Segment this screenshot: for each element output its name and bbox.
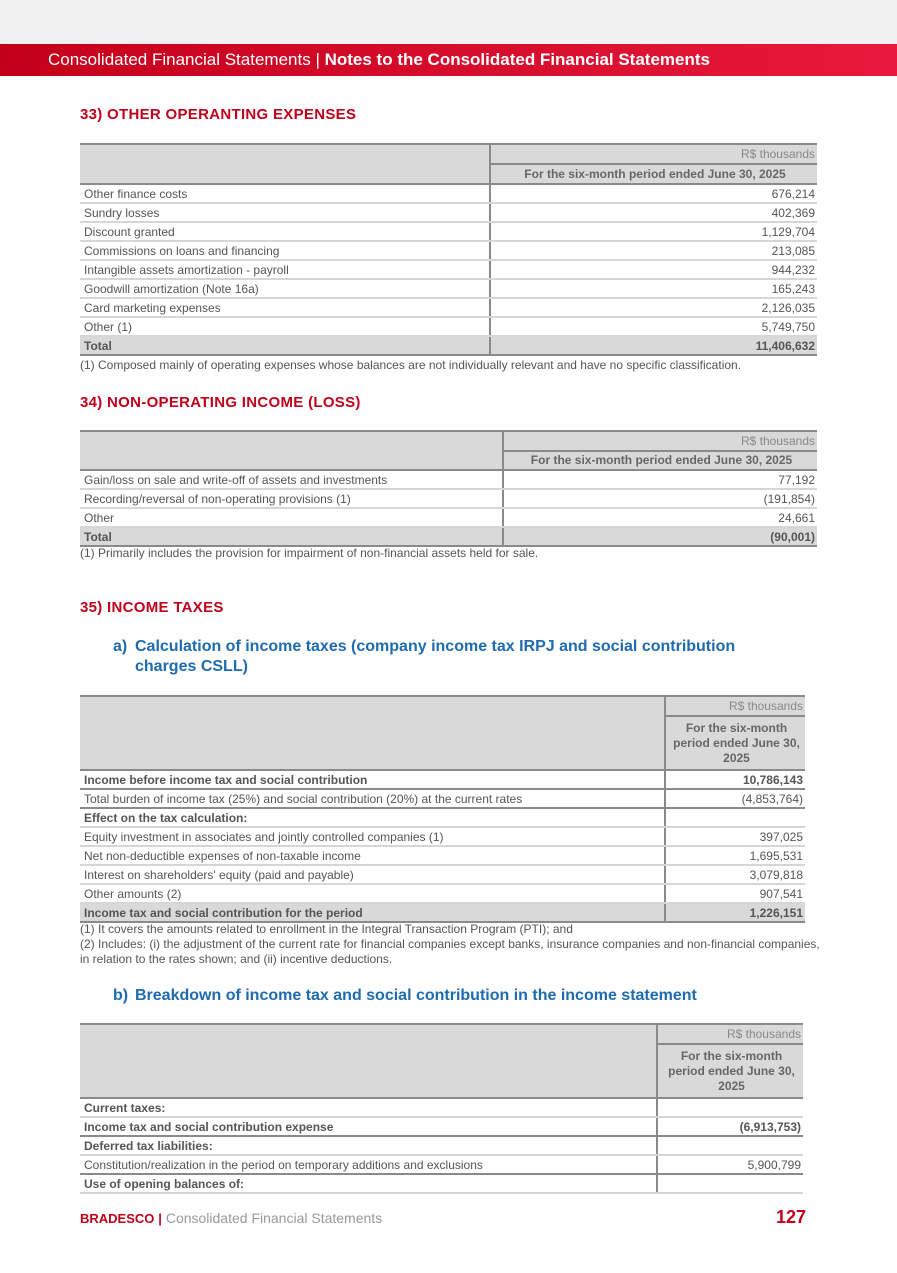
note-35a-footnotes xyxy=(80,922,820,967)
row-value: 1,129,704 xyxy=(490,222,817,241)
table-row xyxy=(80,827,805,846)
row-label: Total xyxy=(80,527,503,546)
header-row-unit xyxy=(80,431,817,451)
row-label: Deferred tax liabilities: xyxy=(80,1136,657,1155)
page-footer xyxy=(80,1207,806,1227)
unit-label: R$ thousands xyxy=(657,1024,803,1044)
table-row xyxy=(80,1136,803,1155)
note-35a-title xyxy=(113,637,795,677)
footer-separator: | xyxy=(158,1211,162,1226)
table-row xyxy=(80,489,817,508)
row-label: Sundry losses xyxy=(80,203,490,222)
banner-separator: | xyxy=(315,50,320,69)
table-row xyxy=(80,336,817,355)
banner-section: Consolidated Financial Statements xyxy=(48,50,311,69)
row-value: 5,749,750 xyxy=(490,317,817,336)
table-row xyxy=(80,846,805,865)
row-value: (6,913,753) xyxy=(657,1117,803,1136)
row-value: 10,786,143 xyxy=(665,770,805,789)
period-column-header: For the six-month period ended June 30, 2025 xyxy=(665,716,805,770)
period-column-header: For the six-month period ended June 30, 2025 xyxy=(490,164,817,184)
row-value: 676,214 xyxy=(490,184,817,203)
table-row xyxy=(80,317,817,336)
row-value: 1,226,151 xyxy=(665,903,805,922)
row-label: Current taxes: xyxy=(80,1098,657,1117)
table-row xyxy=(80,1117,803,1136)
banner-subsection: Notes to the Consolidated Financial Statements xyxy=(324,50,710,69)
table-row xyxy=(80,1155,803,1174)
row-label: Goodwill amortization (Note 16a) xyxy=(80,279,490,298)
row-label: Commissions on loans and financing xyxy=(80,241,490,260)
row-label: Income tax and social contribution for the period xyxy=(80,903,665,922)
row-label: Total xyxy=(80,336,490,355)
table-row xyxy=(80,298,817,317)
row-label: Discount granted xyxy=(80,222,490,241)
row-value: 77,192 xyxy=(503,470,817,489)
unit-label: R$ thousands xyxy=(503,431,817,451)
note-33-footnotes xyxy=(80,358,820,373)
footer-brand: BRADESCO xyxy=(80,1211,155,1226)
row-label: Income before income tax and social contribution xyxy=(80,770,665,789)
unit-label: R$ thousands xyxy=(490,144,817,164)
table-row xyxy=(80,203,817,222)
note-35b-marker: b) xyxy=(113,987,129,1004)
header-row-unit xyxy=(80,144,817,164)
note-34-footnotes xyxy=(80,546,820,561)
row-label: Gain/loss on sale and write-off of assets and investments xyxy=(80,470,503,489)
income-tax-calculation-table xyxy=(80,695,805,923)
note-33-title: 33) OTHER OPERANTING EXPENSES xyxy=(80,106,357,123)
income-tax-breakdown-table xyxy=(80,1023,803,1194)
row-value xyxy=(665,808,805,827)
row-label: Intangible assets amortization - payroll xyxy=(80,260,490,279)
row-value: 24,661 xyxy=(503,508,817,527)
top-margin xyxy=(0,0,897,44)
row-value: 11,406,632 xyxy=(490,336,817,355)
row-label: Constitution/realization in the period on temporary additions and exclusions xyxy=(80,1155,657,1174)
row-value: 2,126,035 xyxy=(490,298,817,317)
row-label: Equity investment in associates and jointly controlled companies (1) xyxy=(80,827,665,846)
row-value: 907,541 xyxy=(665,884,805,903)
table-row xyxy=(80,884,805,903)
row-label: Income tax and social contribution expense xyxy=(80,1117,657,1136)
other-operating-expenses-table xyxy=(80,143,817,356)
row-label: Other finance costs xyxy=(80,184,490,203)
table-row xyxy=(80,770,805,789)
row-label: Other amounts (2) xyxy=(80,884,665,903)
row-value: (191,854) xyxy=(503,489,817,508)
row-value: 3,079,818 xyxy=(665,865,805,884)
row-value: 402,369 xyxy=(490,203,817,222)
row-value: 5,900,799 xyxy=(657,1155,803,1174)
row-value: 213,085 xyxy=(490,241,817,260)
row-label: Use of opening balances of: xyxy=(80,1174,657,1193)
section-banner xyxy=(0,44,897,76)
footnote: (1) Primarily includes the provision for impairment of non-financial assets held for sale. xyxy=(80,546,539,560)
table-row xyxy=(80,903,805,922)
row-value: (4,853,764) xyxy=(665,789,805,808)
footnote: (2) Includes: (i) the adjustment of the current rate for financial companies except banks, insurance companies and non-financial companies, in relation to the rates shown; and (ii) incentive deductions. xyxy=(80,937,820,966)
table-row xyxy=(80,222,817,241)
table-row xyxy=(80,241,817,260)
period-column-header: For the six-month period ended June 30, 2025 xyxy=(503,451,817,470)
note-35b-title xyxy=(113,986,795,1006)
page-number: 127 xyxy=(775,1207,806,1227)
table-row xyxy=(80,1098,803,1117)
table-row xyxy=(80,808,805,827)
table-row xyxy=(80,184,817,203)
header-blank xyxy=(80,696,665,770)
table-row xyxy=(80,789,805,808)
unit-label: R$ thousands xyxy=(665,696,805,716)
table-row xyxy=(80,260,817,279)
header-row-unit xyxy=(80,696,805,716)
note-35b-text: Breakdown of income tax and social contribution in the income statement xyxy=(135,987,697,1004)
header-blank xyxy=(80,144,490,184)
row-value xyxy=(657,1174,803,1193)
row-value: 397,025 xyxy=(665,827,805,846)
footnote: (1) Composed mainly of operating expenses whose balances are not individually relevant and have no specific classification. xyxy=(80,358,742,372)
row-label: Interest on shareholders' equity (paid and payable) xyxy=(80,865,665,884)
row-label: Recording/reversal of non-operating provisions (1) xyxy=(80,489,503,508)
table-row xyxy=(80,527,817,546)
note-35-title: 35) INCOME TAXES xyxy=(80,599,224,616)
note-35a-marker: a) xyxy=(113,638,128,655)
row-label: Card marketing expenses xyxy=(80,298,490,317)
row-label: Total burden of income tax (25%) and social contribution (20%) at the current rates xyxy=(80,789,665,808)
table-row xyxy=(80,279,817,298)
row-label: Other xyxy=(80,508,503,527)
non-operating-income-table xyxy=(80,430,817,547)
row-value: 944,232 xyxy=(490,260,817,279)
table-row xyxy=(80,865,805,884)
table-row xyxy=(80,1174,803,1193)
row-label: Other (1) xyxy=(80,317,490,336)
row-value xyxy=(657,1136,803,1155)
header-blank xyxy=(80,1024,657,1098)
table-row xyxy=(80,470,817,489)
table-row xyxy=(80,508,817,527)
note-35a-text: Calculation of income taxes (company income tax IRPJ and social contribution charges CSLL) xyxy=(135,638,736,675)
row-value: 1,695,531 xyxy=(665,846,805,865)
note-34-title: 34) NON-OPERATING INCOME (LOSS) xyxy=(80,394,361,411)
row-value: (90,001) xyxy=(503,527,817,546)
row-label: Net non-deductible expenses of non-taxable income xyxy=(80,846,665,865)
period-column-header: For the six-month period ended June 30, 2025 xyxy=(657,1044,803,1098)
footnote: (1) It covers the amounts related to enrollment in the Integral Transaction Program (PTI); and xyxy=(80,922,573,936)
footer-title: Consolidated Financial Statements xyxy=(165,1210,383,1226)
row-value: 165,243 xyxy=(490,279,817,298)
row-label: Effect on the tax calculation: xyxy=(80,808,665,827)
row-value xyxy=(657,1098,803,1117)
header-row-unit xyxy=(80,1024,803,1044)
header-blank xyxy=(80,431,503,470)
